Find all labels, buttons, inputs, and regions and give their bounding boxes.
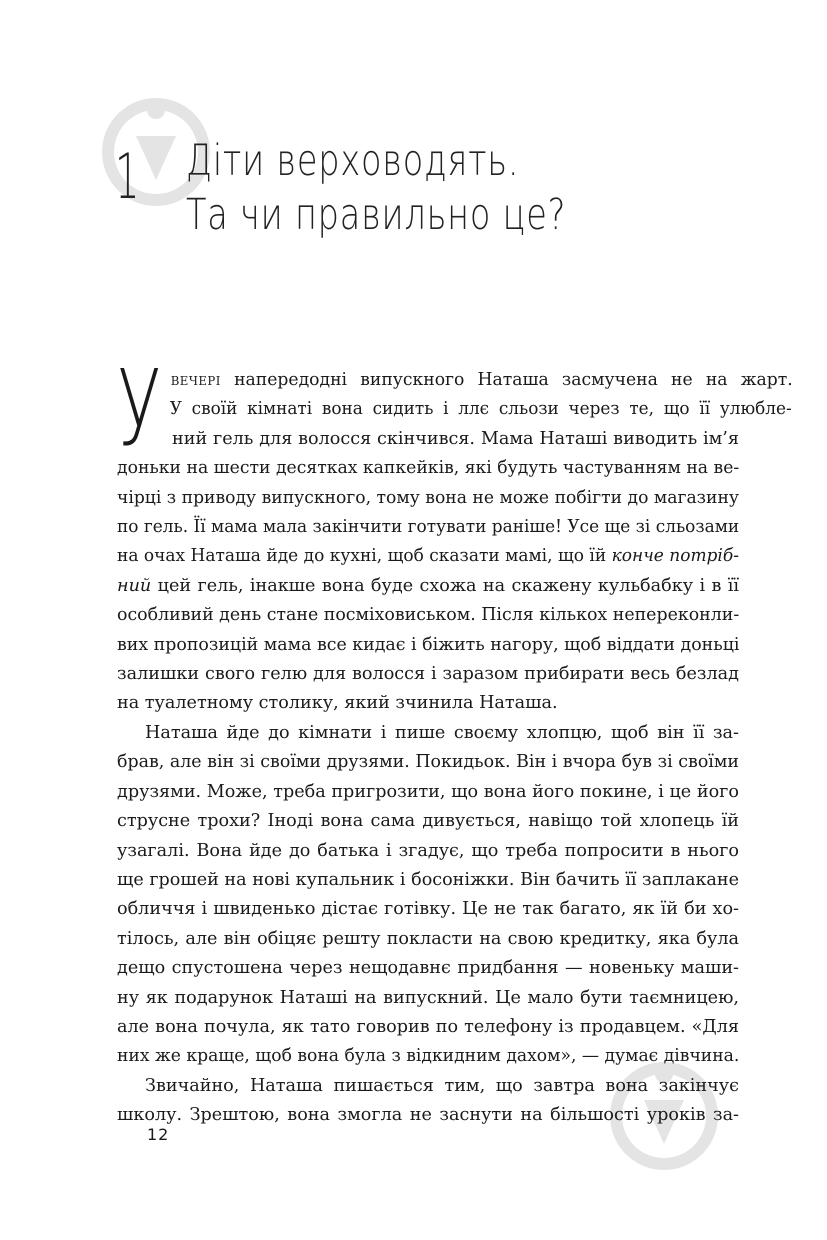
chapter-title-line: Та чи правильно це? [186, 190, 567, 240]
text-line: особливий день стане посміховиськом. Після кількох непереконли- [117, 605, 740, 626]
chapter-title-line: Діти верховодять. [186, 136, 520, 186]
text-line: Наташа йде до кімнати і пише своєму хлопцю, щоб він її за- [145, 722, 739, 743]
page-number: 12 [147, 1125, 170, 1144]
text-line: доньки на шести десятках капкейків, які будуть частуванням на ве- [117, 458, 740, 479]
text-line: по гель. Її мама мала закінчити готувати раніше! Усе ще зі сльозами [117, 517, 740, 538]
italic-emphasis: конче потріб- [611, 546, 739, 567]
chapter-number: 1 [115, 140, 140, 213]
text-line: узагалі. Вона йде до батька і згадує, що треба попросити в нього [117, 840, 739, 861]
first-word-smallcaps: вечері [170, 370, 221, 390]
text-line: друзями. Може, треба пригрозити, що вона його покине, і це його [117, 781, 739, 802]
text-line: але вона почула, як тато говорив по телефону із продавцем. «Для [117, 1016, 739, 1037]
text-line: У своїй кімнаті вона сидить і ллє сльози через те, що її улюбле- [169, 399, 792, 420]
chapter-title [186, 134, 566, 242]
text-line: ний гель для волосся скінчився. Мама Наташі виводить ім’я [172, 428, 739, 449]
text-line: ще грошей на нові купальник і босоніжки. Він бачить її заплакане [117, 869, 739, 890]
text-line: школу. Зрештою, вона змогла не заснути на більшості уроків за- [117, 1105, 739, 1126]
text-line: ну як подарунок Наташі на випускний. Це мало бути таємницею, [117, 987, 739, 1008]
text-line: вих пропозицій мама все кидає і біжить нагору, щоб віддати доньці [117, 634, 740, 655]
text-line: струсне трохи? Іноді вона сама дивується, навіщо той хлопець їй [117, 811, 739, 832]
body-text [117, 366, 793, 1131]
text-line: Звичайно, Наташа пишається тим, що завтра вона закінчує [145, 1075, 739, 1096]
text-line: на туалетному столику, який зчинила Наташа. [117, 693, 558, 714]
text-line: них же краще, щоб вона була з відкидним дахом», — думає дівчина. [117, 1046, 740, 1067]
text-line: тілось, але він обіцяє решту покласти на свою кредитку, яка була [117, 928, 739, 949]
text-line: залишки свого гелю для волосся і заразом прибирати весь безлад [117, 664, 739, 685]
text-line: брав, але він зі своїми друзями. Покидьок. Він і вчора був зі своїми [117, 752, 739, 773]
text-line: на очах Наташа йде до кухні, щоб сказати мамі, що їй конче потріб- [117, 546, 739, 567]
text-line: ний цей гель, інакше вона буде схожа на скажену кульбабку і в її [117, 575, 739, 596]
text-line: вечері напередодні випускного Наташа засмучена не на жарт. [170, 370, 793, 390]
italic-emphasis: ний [117, 575, 152, 596]
text-line: чірці з приводу випускного, тому вона не може побігти до магазину [117, 487, 739, 508]
drop-cap: У [117, 347, 162, 469]
text-line: дещо спустошена через нещодавнє придбання — новеньку маши- [117, 958, 739, 979]
text-line: обличчя і швиденько дістає готівку. Це не так багато, як їй би хо- [117, 899, 739, 920]
